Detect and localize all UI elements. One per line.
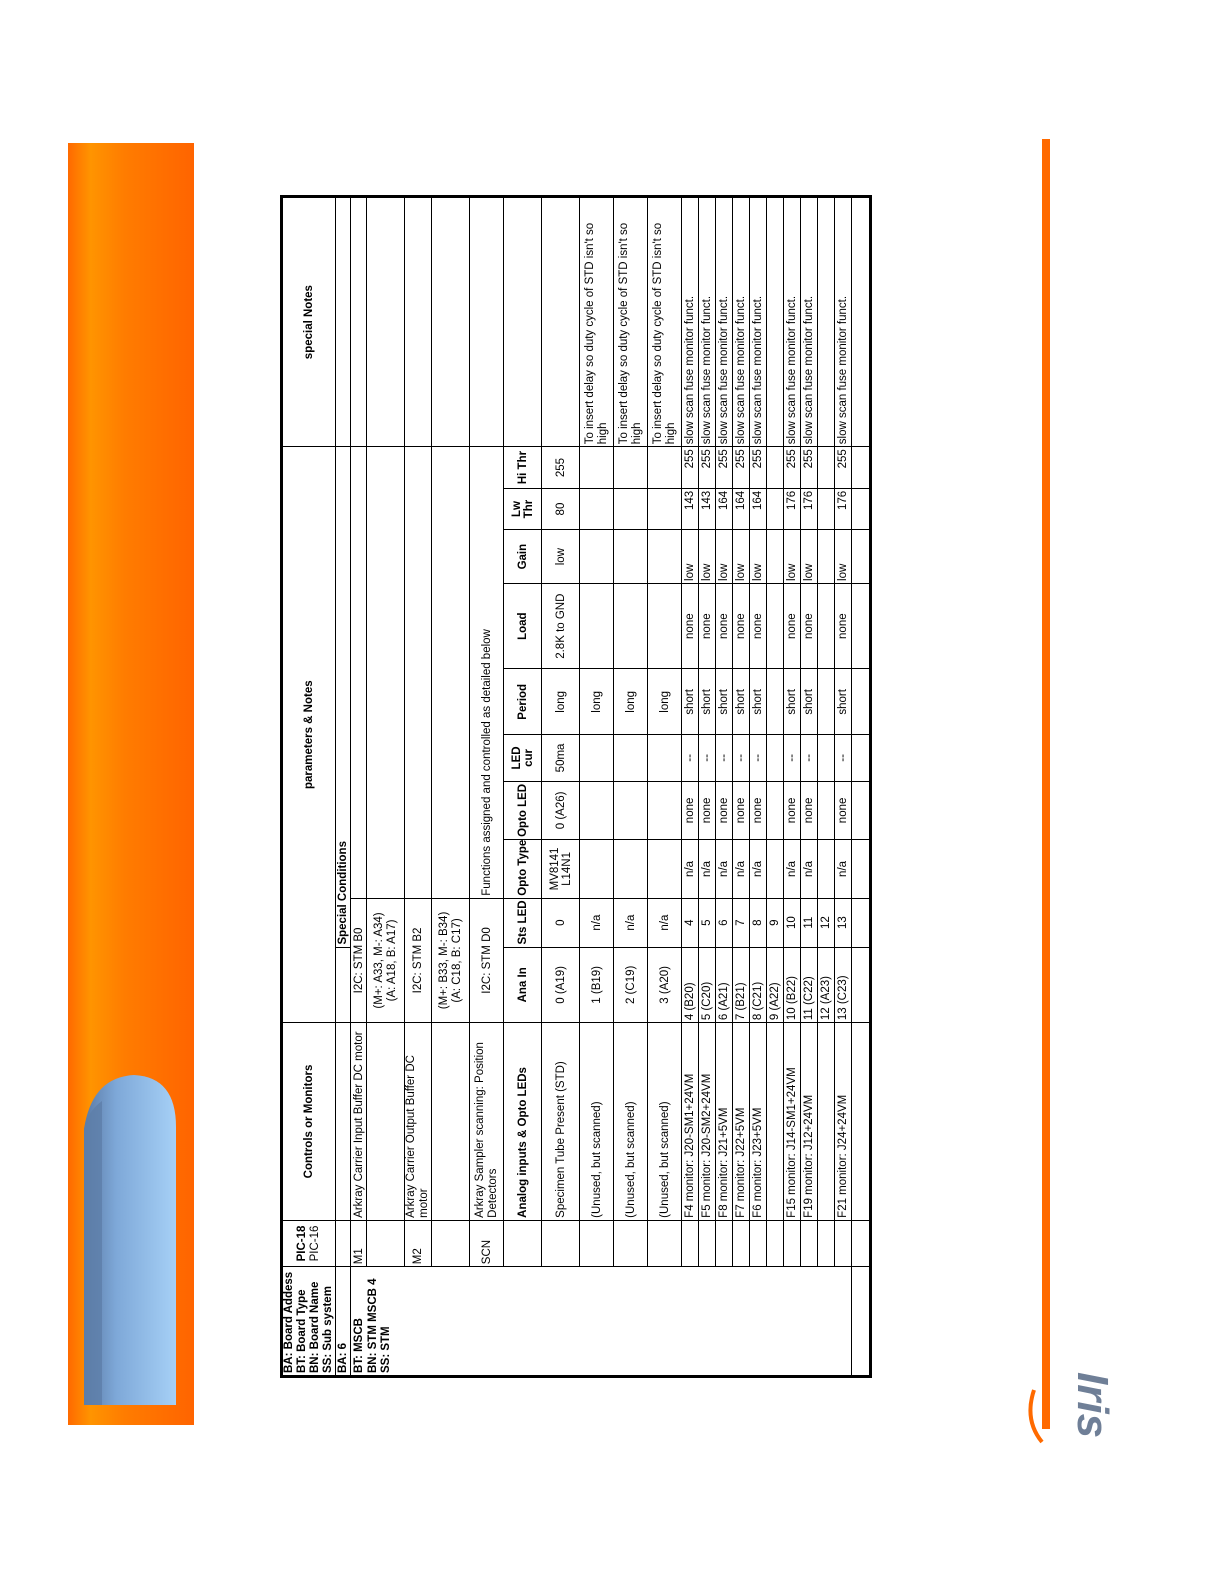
- bt-label: BT: Board Type: [296, 1289, 308, 1373]
- row-lw-thr: 164: [716, 488, 733, 529]
- row-gain: [614, 530, 648, 584]
- row-period: short: [682, 669, 699, 735]
- row-load: none: [835, 583, 852, 668]
- row-sts-led: 13: [835, 898, 852, 947]
- m1-name: Arkray Carrier Input Buffer DC motor: [351, 1023, 367, 1221]
- row-lw-thr: 164: [733, 488, 750, 529]
- row-ana-in: 4 (B20): [682, 947, 699, 1023]
- row-note: slow scan fuse monitor funct.: [835, 197, 852, 447]
- row-name: F7 monitor: J22+5VM: [733, 1023, 750, 1221]
- row-ana-in: 1 (B19): [580, 947, 614, 1023]
- iris-logo-icon: [1016, 1360, 1117, 1450]
- row-hi-thr: 255: [699, 447, 716, 489]
- row-gain: low: [733, 530, 750, 584]
- row-opto-type: n/a: [699, 840, 716, 899]
- row-sts-led: 10: [784, 898, 801, 947]
- row-period: long: [580, 669, 614, 735]
- row-hi-thr: 255: [716, 447, 733, 489]
- row-opto-type: n/a: [835, 840, 852, 899]
- table-row: [750, 197, 767, 1377]
- row-lw-thr: [648, 488, 682, 529]
- row-load: [648, 583, 682, 668]
- row-load: [580, 583, 614, 668]
- row-note: slow scan fuse monitor funct.: [682, 197, 699, 447]
- row-led-cur: --: [716, 735, 733, 781]
- m2-id: M2: [405, 1220, 432, 1266]
- row-hi-thr: [614, 447, 648, 489]
- row-gain: low: [699, 530, 716, 584]
- row-opto-type: [614, 840, 648, 899]
- row-name: (Unused, but scanned): [580, 1023, 614, 1221]
- table-row: [801, 197, 818, 1377]
- row-opto-led: none: [716, 781, 733, 840]
- row-ana-in: 12 (A23): [818, 947, 835, 1023]
- table-row: [835, 197, 852, 1377]
- board-spec-sheet: [280, 195, 872, 1378]
- ba-label: BA: Board Addess: [283, 1271, 295, 1373]
- row-opto-led: none: [699, 781, 716, 840]
- row-note: slow scan fuse monitor funct.: [750, 197, 767, 447]
- row-load: none: [699, 583, 716, 668]
- row-ana-in: 6 (A21): [716, 947, 733, 1023]
- row-hi-thr: 255: [542, 447, 580, 489]
- row-period: long: [614, 669, 648, 735]
- board-spec-table: [280, 195, 872, 1378]
- row-period: short: [716, 669, 733, 735]
- orange-right-stripe: [1042, 139, 1050, 1429]
- row-lw-thr: 143: [699, 488, 716, 529]
- gain-header: Gain: [504, 530, 542, 584]
- row-ana-in: 7 (B21): [733, 947, 750, 1023]
- pic16-label: PIC-16: [309, 1225, 321, 1262]
- row-opto-led: none: [801, 781, 818, 840]
- row-hi-thr: [580, 447, 614, 489]
- m1-param-motor-pins: (M+: A33, M-: A34): [372, 912, 385, 1009]
- row-sts-led: n/a: [648, 898, 682, 947]
- row-name: [818, 1023, 835, 1221]
- row-opto-type: n/a: [733, 840, 750, 899]
- row-led-cur: 50ma: [542, 735, 580, 781]
- row-period: long: [542, 669, 580, 735]
- row-name: F6 monitor: J23+5VM: [750, 1023, 767, 1221]
- row-period: short: [801, 669, 818, 735]
- row-load: none: [733, 583, 750, 668]
- row-opto-led: [648, 781, 682, 840]
- row-note: slow scan fuse monitor funct.: [699, 197, 716, 447]
- row-note: slow scan fuse monitor funct.: [716, 197, 733, 447]
- row-lw-thr: 176: [801, 488, 818, 529]
- row-sts-led: 11: [801, 898, 818, 947]
- row-ana-in: 13 (C23): [835, 947, 852, 1023]
- scn-functions-note: Functions assigned and controlled as detailed below: [470, 447, 504, 899]
- row-load: 2.8K to GND: [542, 583, 580, 668]
- row-led-cur: --: [682, 735, 699, 781]
- controls-header: Controls or Monitors: [282, 1023, 336, 1221]
- row-led-cur: --: [699, 735, 716, 781]
- row-hi-thr: 255: [835, 447, 852, 489]
- m2-param-encoder-pins: (A: C18, B: C17): [450, 918, 463, 1003]
- row-ana-in: 8 (C21): [750, 947, 767, 1023]
- m1-param-encoder-pins: (A: A18, B: A17): [385, 919, 398, 1002]
- row-opto-led: none: [784, 781, 801, 840]
- analog-header-row: [504, 197, 542, 1377]
- row-ana-in: 10 (B22): [784, 947, 801, 1023]
- row-sts-led: 9: [767, 898, 784, 947]
- m1-param-i2c: I2C: STM B0: [351, 898, 367, 1022]
- header-row: [282, 197, 336, 1377]
- m2-name: Arkray Carrier Output Buffer DC motor: [405, 1023, 432, 1221]
- row-hi-thr: [648, 447, 682, 489]
- row-lw-thr: 176: [784, 488, 801, 529]
- row-period: short: [835, 669, 852, 735]
- row-hi-thr: 255: [733, 447, 750, 489]
- row-led-cur: --: [733, 735, 750, 781]
- row-led-cur: --: [835, 735, 852, 781]
- ana-in-header: Ana In: [504, 947, 542, 1023]
- row-opto-led: none: [750, 781, 767, 840]
- row-opto-type: n/a: [750, 840, 767, 899]
- special-conditions-label: Special Conditions: [336, 447, 351, 947]
- led-cur-header: LED cur: [504, 735, 542, 781]
- row-opto-led: none: [733, 781, 750, 840]
- row-lw-thr: [580, 488, 614, 529]
- row-name: F21 monitor: J24+24VM: [835, 1023, 852, 1221]
- row-gain: low: [750, 530, 767, 584]
- analog-header-name: Analog inputs & Opto LEDs: [504, 1023, 542, 1221]
- board-name: BN: STM MSCB 4: [366, 1278, 379, 1373]
- table-row: [682, 197, 699, 1377]
- row-led-cur: [648, 735, 682, 781]
- row-note: slow scan fuse monitor funct.: [733, 197, 750, 447]
- row-load: none: [801, 583, 818, 668]
- row-load: none: [716, 583, 733, 668]
- row-gain: low: [542, 530, 580, 584]
- scn-name: Arkray Sampler scanning: Position Detectors: [470, 1023, 504, 1221]
- table-row: [648, 197, 682, 1377]
- hi-thr-header: Hi Thr: [504, 447, 542, 489]
- row-ana-in: 0 (A19): [542, 947, 580, 1023]
- table-row: [784, 197, 801, 1377]
- row-period: short: [733, 669, 750, 735]
- row-sts-led: 0: [542, 898, 580, 947]
- opto-type-header: Opto Type: [504, 840, 542, 899]
- row-ana-in: 9 (A22): [767, 947, 784, 1023]
- bn-label: BN: Board Name: [309, 1281, 321, 1373]
- row-opto-type: n/a: [682, 840, 699, 899]
- table-row: [614, 197, 648, 1377]
- row-opto-type: n/a: [801, 840, 818, 899]
- row-led-cur: --: [784, 735, 801, 781]
- row-gain: low: [801, 530, 818, 584]
- pic18-label: PIC-18: [296, 1225, 308, 1262]
- row-opto-led: [614, 781, 648, 840]
- row-note: slow scan fuse monitor funct.: [801, 197, 818, 447]
- row-lw-thr: 176: [835, 488, 852, 529]
- row-name: F15 monitor: J14-SM1+24VM: [784, 1023, 801, 1221]
- row-opto-led: 0 (A26): [542, 781, 580, 840]
- row-load: none: [750, 583, 767, 668]
- row-sts-led: n/a: [614, 898, 648, 947]
- row-opto-type: n/a: [716, 840, 733, 899]
- row-opto-led: [580, 781, 614, 840]
- period-header: Period: [504, 669, 542, 735]
- row-note: To insert delay so duty cycle of STD isn't so high: [580, 197, 614, 447]
- row-ana-in: 11 (C22): [801, 947, 818, 1023]
- row-gain: [580, 530, 614, 584]
- row-ana-in: 5 (C20): [699, 947, 716, 1023]
- row-load: none: [682, 583, 699, 668]
- row-lw-thr: 80: [542, 488, 580, 529]
- row-name: F5 monitor: J20-SM2+24VM: [699, 1023, 716, 1221]
- row-lw-thr: [614, 488, 648, 529]
- row-sts-led: 7: [733, 898, 750, 947]
- board-type: BT: MSCB: [351, 1267, 367, 1377]
- opto-led-header: Opto LED: [504, 781, 542, 840]
- row-period: long: [648, 669, 682, 735]
- lw-thr-header: Lw Thr: [504, 488, 542, 529]
- row-opto-type: MV8141 L14N1: [542, 840, 580, 899]
- params-header: parameters & Notes: [282, 447, 336, 1023]
- table-row: [716, 197, 733, 1377]
- row-lw-thr: 143: [682, 488, 699, 529]
- board-address: BA: 6: [336, 1267, 351, 1377]
- row-note: [542, 197, 580, 447]
- row-period: short: [784, 669, 801, 735]
- row-sts-led: 4: [682, 898, 699, 947]
- row-opto-type: n/a: [784, 840, 801, 899]
- table-row: [733, 197, 750, 1377]
- special-notes-header: special Notes: [282, 197, 336, 447]
- row-ana-in: 3 (A20): [648, 947, 682, 1023]
- row-load: [614, 583, 648, 668]
- row-gain: low: [835, 530, 852, 584]
- sub-system: SS: STM: [379, 1326, 392, 1373]
- row-period: short: [750, 669, 767, 735]
- table-row: [699, 197, 716, 1377]
- m2-param-i2c: I2C: STM B2: [405, 898, 432, 1022]
- row-ana-in: 2 (C19): [614, 947, 648, 1023]
- row-name: [767, 1023, 784, 1221]
- row-note: To insert delay so duty cycle of STD isn't so high: [614, 197, 648, 447]
- row-opto-type: [580, 840, 614, 899]
- row-gain: low: [682, 530, 699, 584]
- m1-id: M1: [351, 1220, 367, 1266]
- row-gain: [648, 530, 682, 584]
- row-sts-led: 5: [699, 898, 716, 947]
- row-opto-led: none: [682, 781, 699, 840]
- scn-param-i2c: I2C: STM D0: [470, 898, 504, 1022]
- table-row: [542, 197, 580, 1377]
- row-hi-thr: 255: [801, 447, 818, 489]
- row-gain: low: [784, 530, 801, 584]
- row-opto-led: none: [835, 781, 852, 840]
- row-led-cur: --: [750, 735, 767, 781]
- table-row: [767, 197, 784, 1377]
- row-name: (Unused, but scanned): [614, 1023, 648, 1221]
- table-row: [580, 197, 614, 1377]
- row-sts-led: 12: [818, 898, 835, 947]
- ss-label: SS: Sub system: [322, 1286, 334, 1373]
- row-sts-led: 6: [716, 898, 733, 947]
- row-period: short: [699, 669, 716, 735]
- row-led-cur: [614, 735, 648, 781]
- blue-tube-graphic: [84, 1071, 176, 1405]
- row-note: slow scan fuse monitor funct.: [784, 197, 801, 447]
- row-opto-type: [648, 840, 682, 899]
- row-led-cur: [580, 735, 614, 781]
- row-name: Specimen Tube Present (STD): [542, 1023, 580, 1221]
- row-sts-led: n/a: [580, 898, 614, 947]
- row-name: F19 monitor: J12+24VM: [801, 1023, 818, 1221]
- row-lw-thr: 164: [750, 488, 767, 529]
- row-led-cur: --: [801, 735, 818, 781]
- row-name: F4 monitor: J20-SM1+24VM: [682, 1023, 699, 1221]
- row-hi-thr: 255: [682, 447, 699, 489]
- m2-param-motor-pins: (M+: B33, M-: B34): [437, 911, 450, 1010]
- row-name: (Unused, but scanned): [648, 1023, 682, 1221]
- row-load: none: [784, 583, 801, 668]
- row-hi-thr: 255: [784, 447, 801, 489]
- row-gain: low: [716, 530, 733, 584]
- row-sts-led: 8: [750, 898, 767, 947]
- scn-id: SCN: [470, 1220, 504, 1266]
- row-note: To insert delay so duty cycle of STD isn't so high: [648, 197, 682, 447]
- row-hi-thr: 255: [750, 447, 767, 489]
- table-row: [818, 197, 835, 1377]
- svg-text:Iris: Iris: [1068, 1372, 1117, 1439]
- row-name: F8 monitor: J21+5VM: [716, 1023, 733, 1221]
- load-header: Load: [504, 583, 542, 668]
- sts-led-header: Sts LED: [504, 898, 542, 947]
